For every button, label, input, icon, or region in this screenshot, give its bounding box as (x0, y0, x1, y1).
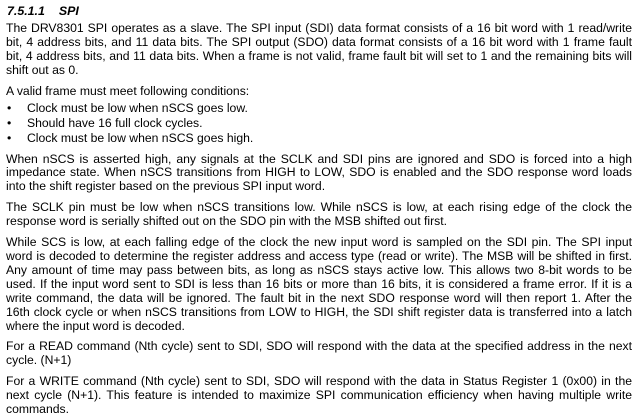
paragraph-valid-frame-intro: A valid frame must meet following conditions: (6, 83, 250, 98)
list-item (6, 101, 632, 116)
paragraph-nscs-high: When nSCS is asserted high, any signals at the SCLK and SDI pins are ignored and SDO is forced into a high impedance state. When nSCS transitions from HIGH to LOW, SDO is enabled and the SDO response word loads into the shift register based on the previous SPI input word. (6, 151, 632, 194)
paragraph-sdi-sampling: While SCS is low, at each falling edge of the clock the new input word is sampled on the SDI pin. The SPI input word is decoded to determine the register address and access type (read or write). The MSB will be shifted in first. Any amount of time may pass between bits, as long as nSCS stays active low. This allows two 8-bit words to be used. If the input word sent to SDI is less than 16 bits or more than 16 bits, it is considered a frame error. If it is a write command, the data will be ignored. The fault bit in the next SDO response word will then report 1. After the 16th clock cycle or when nSCS transitions from LOW to HIGH, the SDI shift register data is transferred into a latch where the input word is decoded. (6, 235, 632, 333)
spi-section (6, 4, 632, 417)
section-title: SPI (58, 4, 79, 18)
condition-text: Should have 16 full clock cycles. (27, 115, 203, 130)
bullet-icon: • (7, 115, 12, 130)
bullet-icon: • (7, 100, 12, 115)
section-heading (7, 4, 632, 18)
valid-frame-conditions-list (6, 101, 632, 146)
list-item (6, 131, 632, 146)
bullet-icon: • (7, 130, 12, 145)
paragraph-sclk-low: The SCLK pin must be low when nSCS transitions low. While nSCS is low, at each rising edge of the clock the response word is serially shifted out on the SDO pin with the MSB shifted out first. (6, 200, 632, 229)
condition-text: Clock must be low when nSCS goes low. (27, 100, 248, 115)
paragraph-spi-format: The DRV8301 SPI operates as a slave. The SPI input (SDI) data format consists of a 16 bit word with 1 read/write bit, 4 address bits, and 11 data bits. The SPI output (SDO) data format consists of a 16 bit word with 1 frame fault bit, 4 address bits, and 11 data bits. When a frame is not valid, frame fault bit will set to 1 and the remaining bits will shift out as 0. (6, 21, 632, 77)
paragraph-write-command: For a WRITE command (Nth cycle) sent to SDI, SDO will respond with the data in Status Register 1 (0x00) in the next cycle (N+1). This feature is intended to maximize SPI communication efficiency when having multiple write commands. (6, 374, 632, 417)
section-number: 7.5.1.1 (7, 4, 45, 18)
paragraph-read-command: For a READ command (Nth cycle) sent to SDI, SDO will respond with the data at the specified address in the next cycle. (N+1) (6, 339, 632, 368)
list-item (6, 116, 632, 131)
condition-text: Clock must be low when nSCS goes high. (27, 130, 254, 145)
